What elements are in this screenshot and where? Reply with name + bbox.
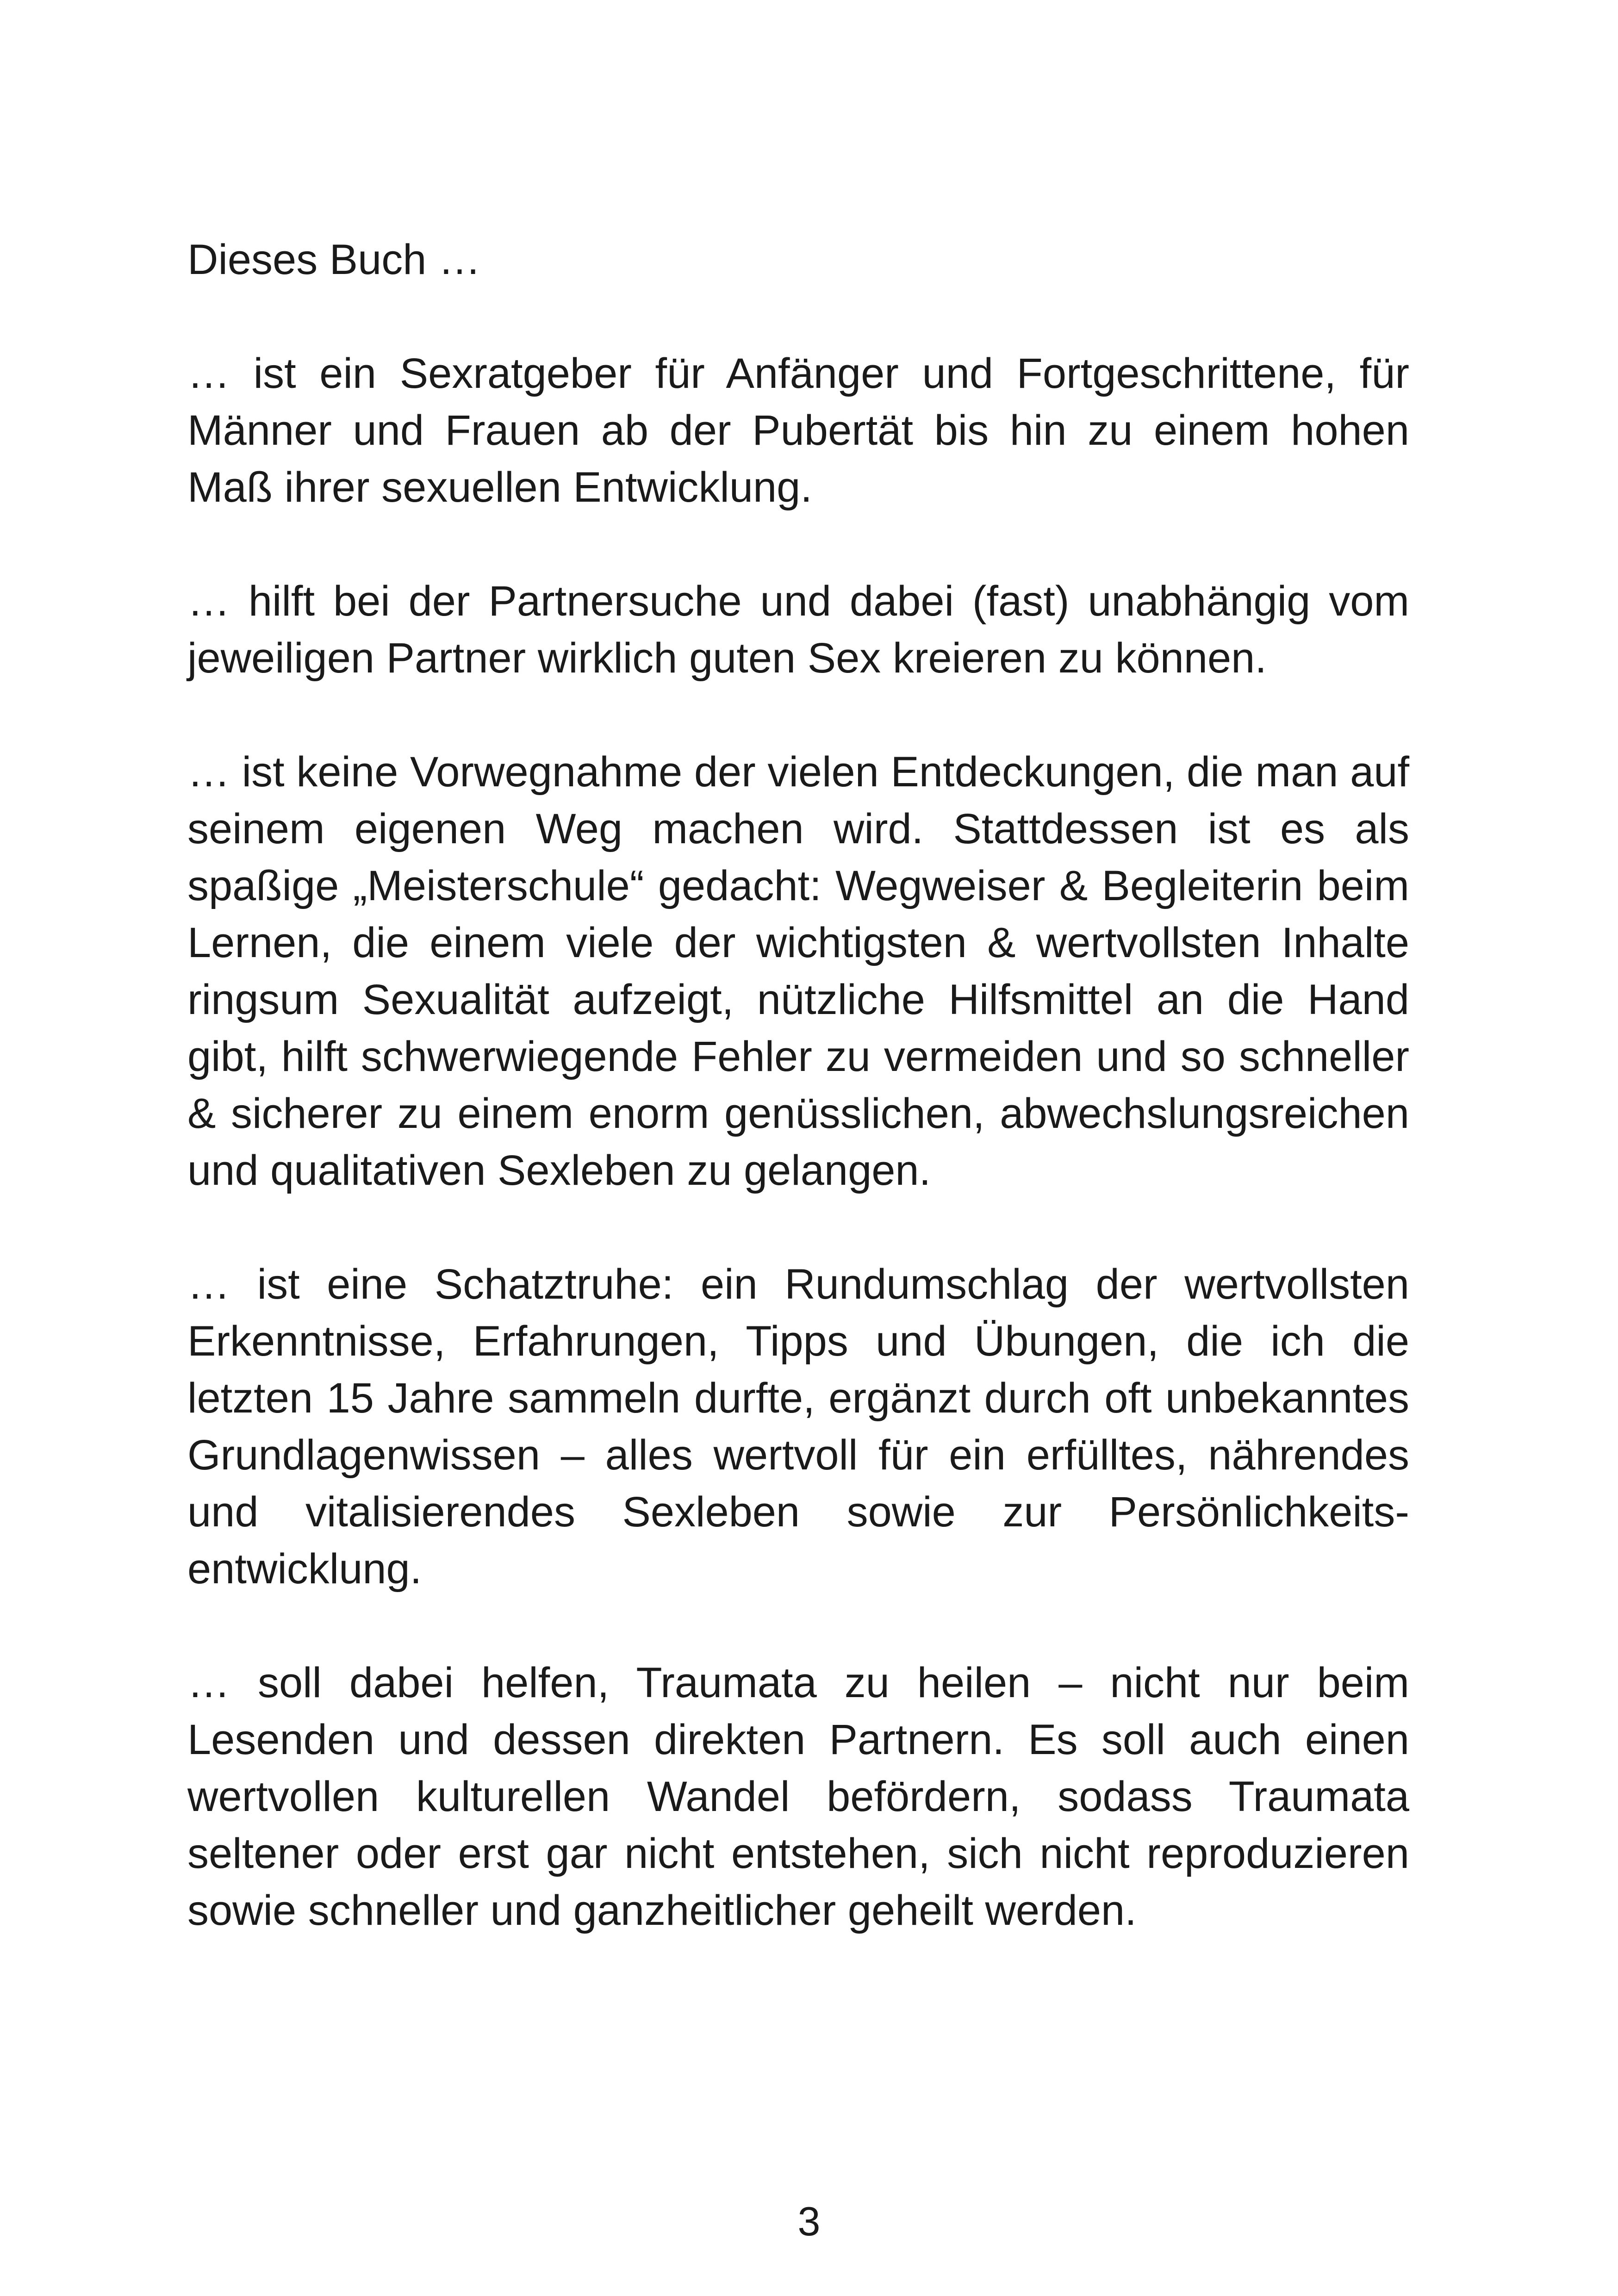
intro-line: Dieses Buch …	[187, 236, 481, 283]
paragraph-4: … ist eine Schatztruhe: ein Rundumschlag der wertvollsten Erkenntnisse, Erfahrungen, Tipps und Übungen, die ich die letzten 15 Jahre sammeln durfte, ergänzt durch oft unbekanntes Grundlagenwissen – alles wertvoll für ein erfülltes, nährendes und vitalisierendes Sexleben sowie zur Persönlichkeitsentwicklung.	[187, 1261, 1409, 1593]
paragraph-5: … soll dabei helfen, Traumata zu heilen – nicht nur beim Lesenden und dessen direkten Partnern. Es soll auch einen wertvollen kulturellen Wandel befördern, sodass Traumata seltener oder erst gar nicht entstehen, sich nicht reproduzieren sowie schneller und ganzheitlicher geheilt werden.	[187, 1659, 1409, 1934]
page-number: 3	[797, 2198, 821, 2244]
paragraph-3: … ist keine Vorwegnahme der vielen Entdeckungen, die man auf seinem eigenen Weg machen wird. Stattdessen ist es als spaßige „Meisterschule“ gedacht: Wegweiser & Begleiterin beim Lernen, die einem viele der wichtigsten & wertvollsten Inhalte ringsum Sexualität aufzeigt, nützliche Hilfsmittel an die Hand gibt, hilft schwerwiegende Fehler zu vermeiden und so schneller & sicherer zu einem enorm genüsslichen, abwechslungsreichen und qualitativen Sexleben zu gelangen.	[187, 748, 1409, 1194]
paragraph-2: … hilft bei der Partnersuche und dabei (fast) unabhängig vom jeweiligen Partner wirklich guten Sex kreieren zu können.	[187, 578, 1409, 682]
body-text	[187, 231, 1409, 1939]
paragraph-1: … ist ein Sexratgeber für Anfänger und Fortgeschrittene, für Männer und Frauen ab der Pubertät bis hin zu einem hohen Maß ihrer sexuellen Entwicklung.	[187, 350, 1409, 511]
